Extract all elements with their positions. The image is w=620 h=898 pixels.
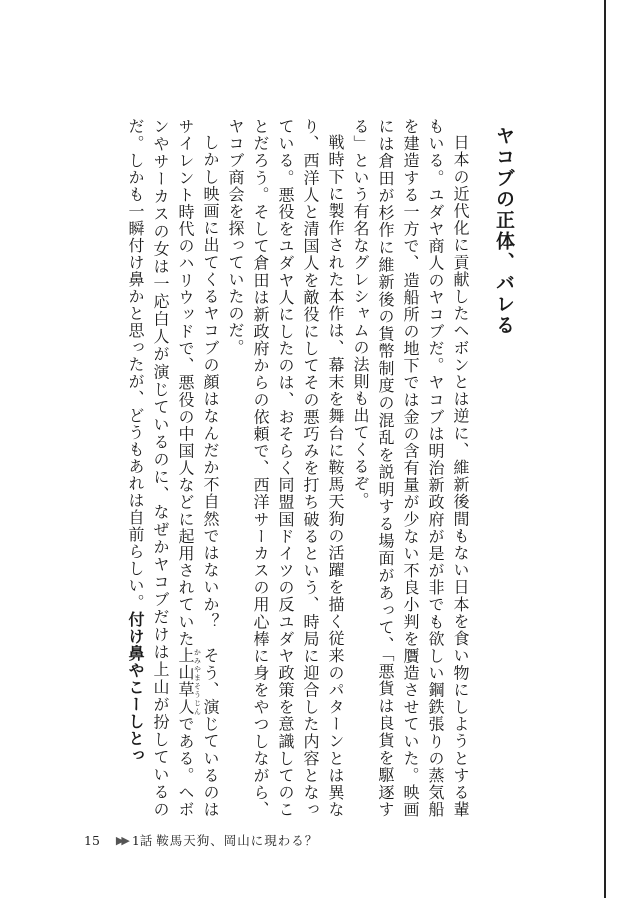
ruby-reading: かみやまそうじん [193, 647, 202, 716]
chapter-label: 1話 [131, 833, 153, 848]
paragraph-2: 戦時下に製作された本作は、幕末を舞台に鞍馬天狗の活躍を描く従来のパターンとは異なり、西洋人と清国人を敵役にしてその悪巧みを打ち破るという、時局に迎合した内容となっている。悪役をユダヤ人にしたのは、おそらく同盟国ドイツの反ユダヤ政策を意識してのことだろう。そして倉田は新政府からの依頼で、西洋サーカスの用心棒に身をやつしながら、ヤコブ商会を探っていたのだ。 [226, 118, 345, 818]
chapter-title: 鞍馬天狗、岡山に現わる？ [156, 833, 319, 848]
double-arrow-icon: ▶▶ [115, 833, 127, 847]
paragraph-1: 日本の近代化に貢献したヘボンとは逆に、維新後間もない日本を食い物にしようとする輩もいる。ユダヤ商人のヤコブだ。ヤコブは明治新政府が是が非でも欲しい鋼鉄張りの蒸気船を建造する一方で、造船所の地下では金の含有量が少ない不良小判を贋造させていた。映画には倉田が杉作に維新後の貨幣制度の混乱を説明する場面があって、「悪貨は良貨を駆逐する」という有名なグレシャムの法則も出てくるぞ。 [351, 118, 470, 818]
text-frame [86, 118, 526, 818]
vertical-body-text [86, 118, 526, 818]
emphasis-text: 付け鼻やこーしとっ [126, 611, 145, 764]
ruby-base: 上山草人 [176, 647, 195, 716]
paragraph-3 [123, 118, 223, 818]
page-edge-line [604, 0, 606, 898]
paragraph-3-text-before: しかし映画に出てくるヤコブの顔はなんだか不自然ではないか？ そう、演じているのはサイレント時代のハリウッドで、悪役の中国人などに起用されていた [176, 118, 220, 818]
ruby-kamiyama-sojin [176, 647, 202, 716]
page-number: 15 [84, 832, 100, 848]
page-footer [84, 830, 318, 850]
section-heading: ヤコブの正体、バレる [493, 126, 515, 336]
paragraph-3-text-after: である。ヘボンやサーカスの女は一応白人が演じているのに、なぜかヤコブだけは上山が扮しているのだ。しかも一瞬付け鼻かと思ったが、どうもあれは自前らしい。 [126, 118, 195, 818]
